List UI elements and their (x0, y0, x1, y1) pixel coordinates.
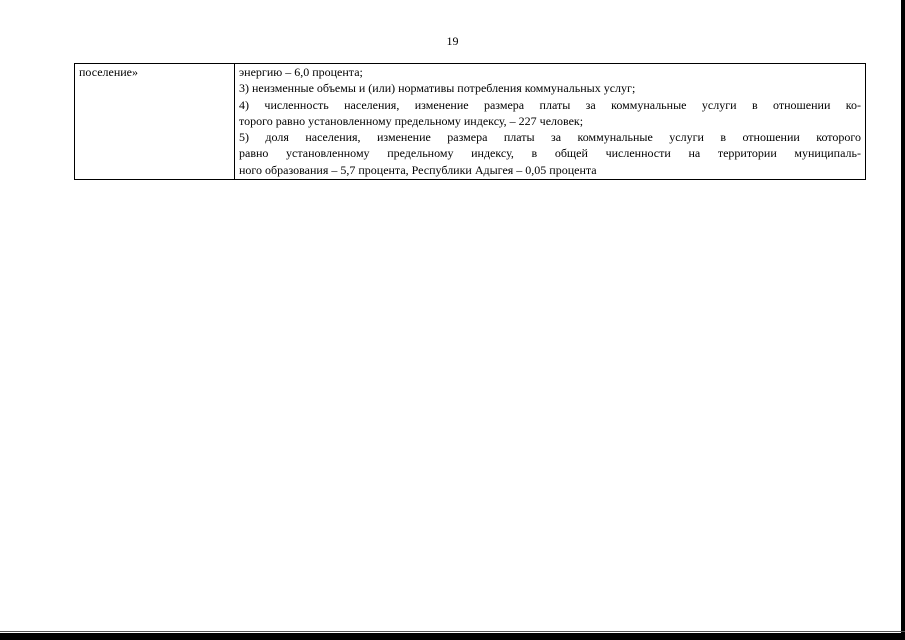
scan-bottom-border (0, 633, 905, 640)
text-line: 4) численность населения, изменение размера платы за коммунальные услуги в отношении ко- (239, 97, 861, 112)
text-line: 3) неизменные объемы и (или) нормативы потребления коммунальных услуг; (239, 81, 636, 96)
page-number: 19 (446, 34, 459, 48)
scan-right-border (901, 0, 905, 640)
scan-bottom-rule (0, 631, 905, 632)
text-line: ного образования – 5,7 процента, Республики Адыгея – 0,05 процента (239, 162, 597, 177)
text-line: энергию – 6,0 процента; (239, 65, 363, 79)
right-cell (235, 64, 866, 180)
left-cell: поселение» (75, 64, 235, 180)
text-line: торого равно установленному предельному индексу, – 227 человек; (239, 113, 584, 128)
text-line: 5) доля населения, изменение размера платы за коммунальные услуги в отношении которого (239, 130, 861, 145)
text-line: равно установленному предельному индексу, в общей численности на территории муниципаль- (239, 146, 861, 161)
table-row (75, 64, 866, 180)
document-table (74, 63, 866, 180)
